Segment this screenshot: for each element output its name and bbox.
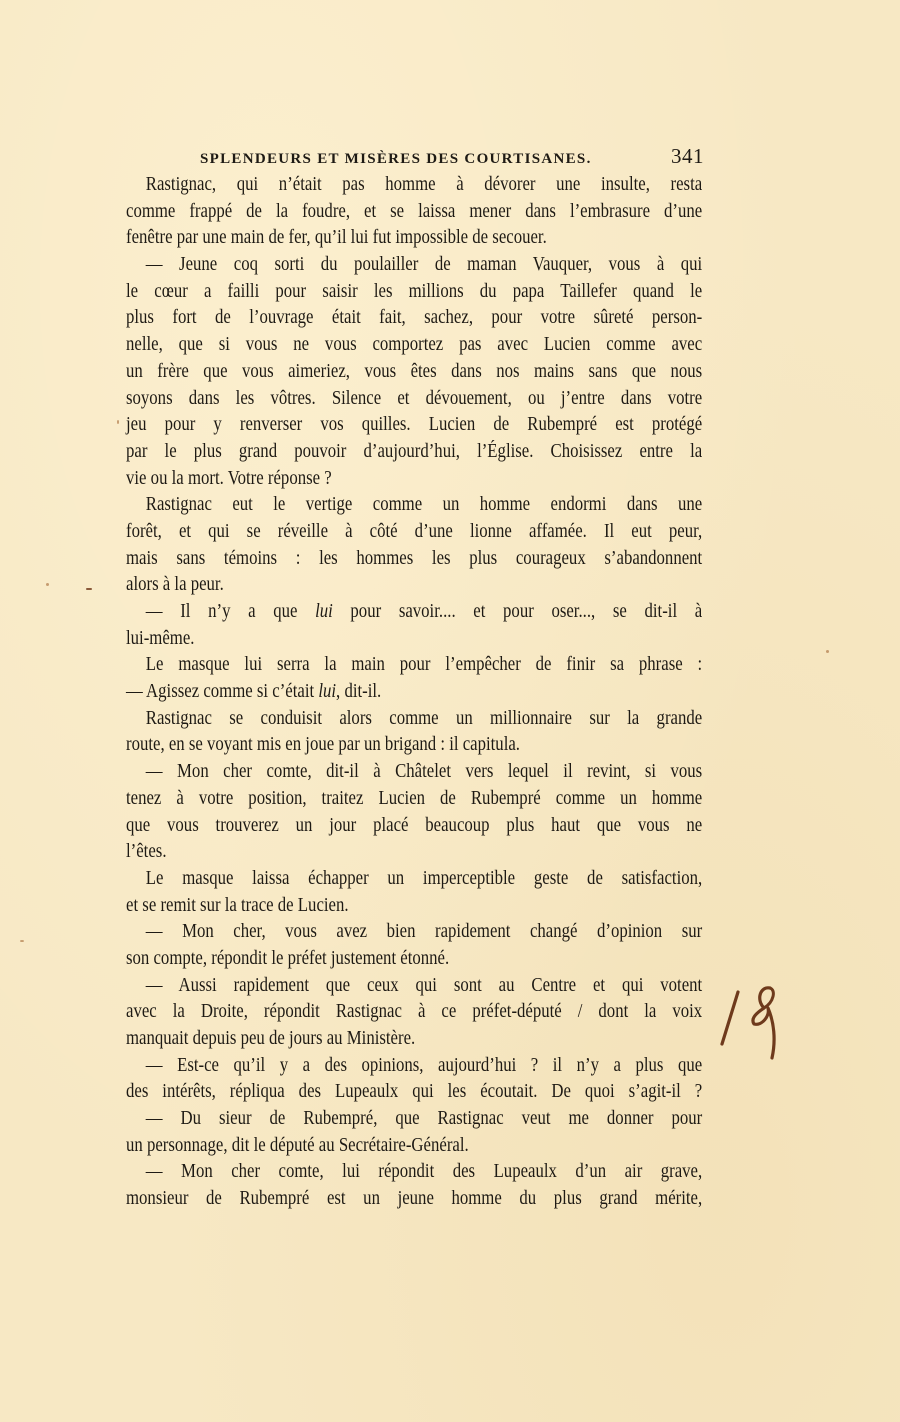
text-line: fenêtre par une main de fer, qu’il lui fut impossible de secouer. <box>126 227 547 249</box>
text-line: mais sans témoins : les hommes les plus courageux s’abandonnent <box>126 547 703 569</box>
text-line <box>126 679 702 706</box>
text-line: lui-même. <box>126 627 195 649</box>
text-line: un personnage, dit le député au Secrétaire-Général. <box>126 1134 469 1156</box>
text-segment: — Il n’y a que <box>145 601 316 622</box>
page-number: 341 <box>671 144 704 168</box>
paper-speck <box>826 650 829 653</box>
text-line: par le plus grand pouvoir d’aujourd’hui, l’Église. Choisissez entre la <box>126 440 703 462</box>
text-line: comme frappé de la foudre, et se laissa mener dans l’embrasure d’une <box>126 200 703 222</box>
text-line: des intérêts, répliqua des Lupeaulx qui les écoutait. De quoi s’agit-il ? <box>126 1081 703 1103</box>
text-line: le cœur a failli pour saisir les millions du papa Taillefer quand le <box>126 280 703 302</box>
text-line: — Mon cher comte, dit-il à Châtelet vers lequel il revint, si vous <box>145 761 703 783</box>
text-line: vie ou la mort. Votre réponse ? <box>126 467 332 489</box>
text-line: — Mon cher comte, lui répondit des Lupeaulx d’un air grave, <box>145 1161 703 1183</box>
text-line: plus fort de l’ouvrage était fait, sachez, pour votre sûreté person- <box>126 307 703 329</box>
text-line: manquait depuis peu de jours au Ministère. <box>126 1028 416 1049</box>
text-line <box>126 599 702 626</box>
paper-speck <box>117 420 119 424</box>
text-line: Rastignac, qui n’était pas homme à dévorer une insulte, resta <box>145 174 703 195</box>
text-line: avec la Droite, répondit Rastignac à ce préfet-député / dont la voix <box>126 1001 703 1023</box>
paper-speck <box>46 583 49 586</box>
text-line: alors à la peur. <box>126 574 224 596</box>
text-line: Rastignac eut le vertige comme un homme endormi dans une <box>145 494 703 516</box>
text-line: route, en se voyant mis en joue par un brigand : il capitula. <box>126 734 521 756</box>
text-line: monsieur de Rubempré est un jeune homme du plus grand mérite, <box>126 1188 703 1210</box>
text-line: — Mon cher, vous avez bien rapidement changé d’opinion sur <box>145 921 703 943</box>
text-line: l’êtes. <box>126 841 167 863</box>
paper-speck <box>20 940 24 942</box>
text-segment: — Agissez comme si c’était <box>126 681 319 703</box>
body-text <box>126 172 702 1213</box>
text-line: — Est-ce qu’il y a des opinions, aujourd’hui ? il n’y a plus que <box>145 1054 703 1076</box>
text-line: Le masque laissa échapper un imperceptible geste de satisfaction, <box>145 867 703 889</box>
handwritten-page-annotation <box>718 982 788 1062</box>
text-line: — Aussi rapidement que ceux qui sont au Centre et qui votent <box>145 974 703 996</box>
text-line: — Du sieur de Rubempré, que Rastignac veut me donner pour <box>145 1108 703 1130</box>
text-line: Le masque lui serra la main pour l’empêcher de finir sa phrase : <box>145 654 703 676</box>
italic-emphasis: lui <box>315 601 333 622</box>
text-line: soyons dans les vôtres. Silence et dévouement, ou j’entre dans votre <box>126 387 703 409</box>
text-segment: pour savoir.... et pour oser..., se dit-il à <box>332 601 703 622</box>
running-title: SPLENDEURS ET MISÈRES DES COURTISANES. <box>200 151 592 167</box>
text-line: Rastignac se conduisit alors comme un millionnaire sur la grande <box>145 707 703 729</box>
text-line: nelle, que si vous ne vous comportez pas avec Lucien comme avec <box>126 334 703 356</box>
text-line: tenez à votre position, traitez Lucien de Rubempré comme un homme <box>126 787 703 809</box>
italic-emphasis: lui <box>318 681 337 703</box>
margin-mark <box>86 588 92 590</box>
text-line: — Jeune coq sorti du poulailler de maman Vauquer, vous à qui <box>145 254 703 276</box>
text-segment: , dit-il. <box>336 681 382 703</box>
text-line: son compte, répondit le préfet justement étonné. <box>126 947 450 969</box>
text-line: forêt, et qui se réveille à côté d’une lionne affamée. Il eut peur, <box>126 520 703 542</box>
text-line: jeu pour y renverser vos quilles. Lucien de Rubempré est protégé <box>126 414 703 436</box>
page-header <box>200 144 704 174</box>
text-line: que vous trouverez un jour placé beaucoup plus haut que vous ne <box>126 814 703 836</box>
text-line: et se remit sur la trace de Lucien. <box>126 894 349 916</box>
text-line: un frère que vous aimeriez, vous êtes dans nos mains sans que nous <box>126 360 703 382</box>
